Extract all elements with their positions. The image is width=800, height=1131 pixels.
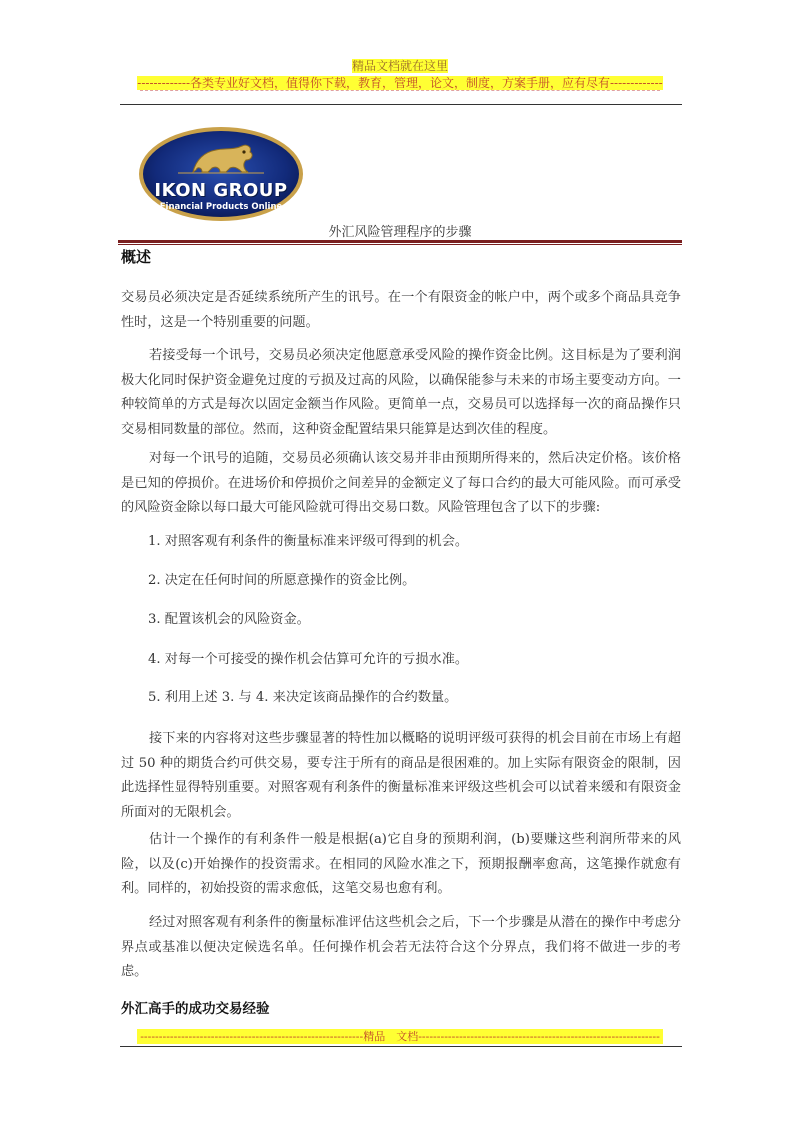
paragraph: 经过对照客观有利条件的衡量标准评估这些机会之后，下一个步骤是从潜在的操作中考虑分界点或基准以便决定候选名单。任何操作机会若无法符合这个分界点，我们将不做进一步的考虑。 <box>121 915 681 979</box>
footer-rule <box>120 1046 682 1047</box>
next-section-heading: 外汇高手的成功交易经验 <box>121 1001 270 1017</box>
step-item: 3. 配置该机会的风险资金。 <box>148 612 310 627</box>
step-item: 4. 对每一个可接受的操作机会估算可允许的亏损水准。 <box>148 652 469 667</box>
step-item: 1. 对照客观有利条件的衡量标准来评级可得到的机会。 <box>148 534 469 549</box>
logo-wordmark: IKON GROUP <box>154 180 288 201</box>
title-rule-thin <box>118 244 682 245</box>
paragraph: 接下来的内容将对这些步骤显著的特性加以概略的说明评级可获得的机会目前在市场上有超过 50 种的期货合约可供交易，要专注于所有的商品是很困难的。加上实际有限资金的限制，因此选择性显得特别重要。对照客观有利条件的衡量标准来评级这些机会可以试着来缓和有限资金所面对的无限机会。 <box>121 731 681 820</box>
paragraph: 交易员必须决定是否延续系统所产生的讯号。在一个有限资金的帐户中，两个或多个商品具竞争性时，这是一个特别重要的问题。 <box>121 290 681 330</box>
paragraph: 估计一个操作的有利条件一般是根据(a)它自身的预期利润，(b)要赚这些利润所带来的风险，以及(c)开始操作的投资需求。在相同的风险水准之下，预期报酬率愈高，这笔操作就愈有利。同样的，初始投资的需求愈低，这笔交易也愈有利。 <box>121 832 681 896</box>
header-rule <box>120 104 682 105</box>
section-heading: 概述 <box>121 248 152 266</box>
document-title: 外汇风险管理程序的步骤 <box>328 225 472 240</box>
paragraph: 若接受每一个讯号，交易员必须决定他愿意承受风险的操作资金比例。这目标是为了要利润极大化同时保护资金避免过度的亏损及过高的风险，以确保能参与未来的市场主要变动方向。一种较简单的方式是每次以固定金额当作风险。更简单一点，交易员可以选择每一次的商品操作只交易相同数量的部位。然而，这种资金配置结果只能算是达到次佳的程度。 <box>121 348 681 437</box>
header-tagline: -------------各类专业好文档，值得你下载，教育，管理，论文，制度，方案手册，应有尽有------------- <box>137 76 663 90</box>
logo-subtitle: Financial Products Online <box>159 202 283 212</box>
footer-banner: ------------------------------------------------------------精品 文档----------------------------------------------------------------- <box>137 1029 663 1044</box>
header-dashed-divider <box>140 90 660 91</box>
header-title: 精品文档就在这里 <box>351 59 448 73</box>
title-rule-thick <box>118 240 682 243</box>
step-item: 5. 利用上述 3. 与 4. 来决定该商品操作的合约数量。 <box>148 690 458 705</box>
ikon-group-logo <box>138 126 304 222</box>
step-item: 2. 决定在任何时间的所愿意操作的资金比例。 <box>148 573 416 588</box>
paragraph: 对每一个讯号的追随，交易员必须确认该交易并非由预期所得来的，然后决定价格。该价格是已知的停损价。在进场价和停损价之间差异的金额定义了每口合约的最大可能风险。而可承受的风险资金除以每口最大可能风险就可得出交易口数。风险管理包含了以下的步骤: <box>121 451 681 515</box>
